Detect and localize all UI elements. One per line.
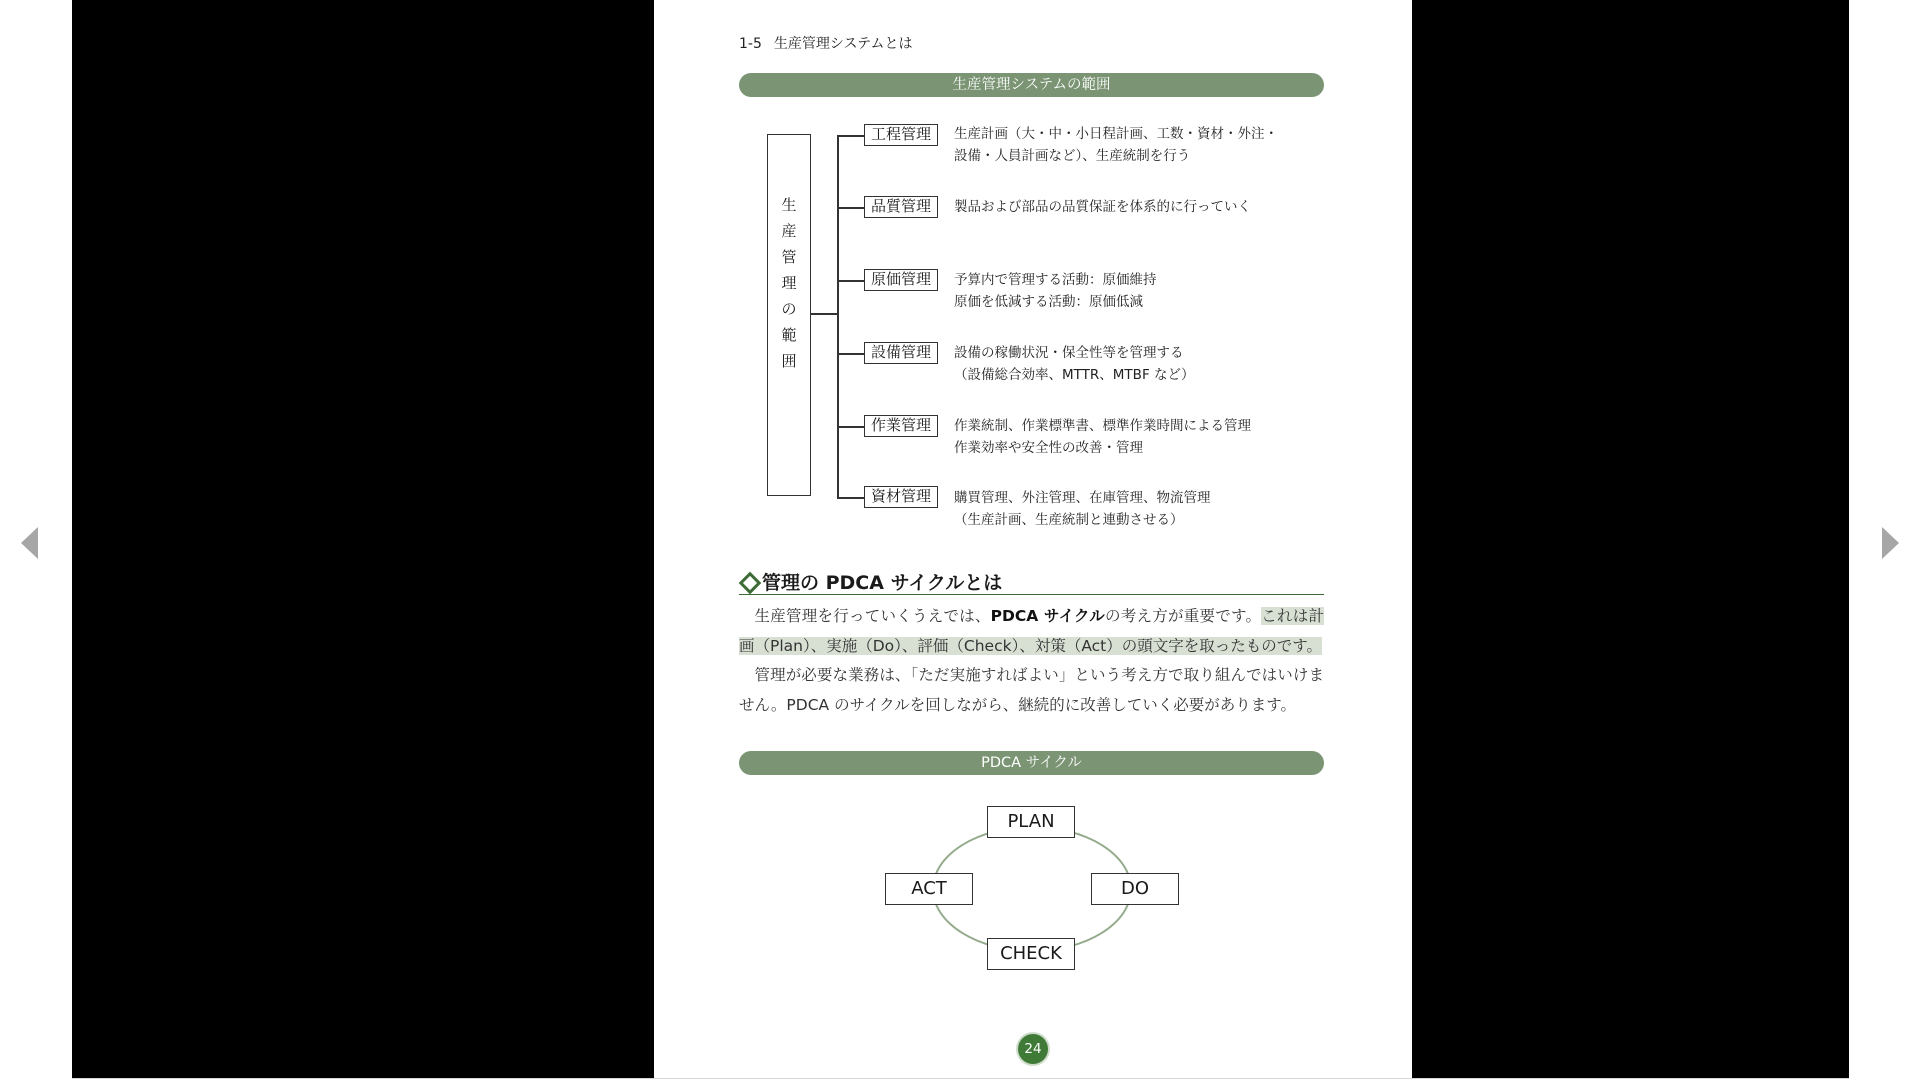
scope-char: 囲 bbox=[781, 352, 797, 370]
act-box: ACT bbox=[885, 873, 973, 905]
para-text: の考え方が重要です。 bbox=[1105, 607, 1262, 625]
item-desc-equipment bbox=[954, 342, 1334, 386]
para-bold: PDCA サイクル bbox=[990, 607, 1106, 625]
previous-page-arrow-icon[interactable] bbox=[21, 527, 38, 559]
desc-line: 購買管理、外注管理、在庫管理、物流管理 bbox=[954, 490, 1211, 506]
item-label-materials: 資材管理 bbox=[864, 486, 938, 508]
item-desc-process bbox=[954, 123, 1334, 167]
paragraph-1 bbox=[739, 601, 1324, 661]
pdca-figure-banner: PDCA サイクル bbox=[739, 751, 1324, 775]
branch-line bbox=[837, 280, 864, 282]
heading-text: 管理の PDCA サイクルとは bbox=[762, 572, 1003, 594]
tree-trunk-line bbox=[837, 135, 839, 497]
scope-char: 管 bbox=[781, 248, 797, 266]
book-viewer bbox=[72, 0, 1849, 1079]
item-label-process: 工程管理 bbox=[864, 124, 938, 146]
section-number: 1-5 bbox=[739, 36, 762, 52]
item-label-work: 作業管理 bbox=[864, 415, 938, 437]
desc-line: （設備総合効率、MTTR、MTBF など） bbox=[954, 367, 1195, 383]
pdca-heading bbox=[739, 568, 1324, 595]
branch-line bbox=[837, 426, 864, 428]
desc-line: （生産計画、生産統制と連動させる） bbox=[954, 512, 1184, 528]
diamond-icon bbox=[739, 572, 762, 595]
branch-line bbox=[837, 497, 864, 499]
scope-char: 理 bbox=[781, 274, 797, 292]
scope-char: 生 bbox=[781, 196, 797, 214]
item-desc-cost bbox=[954, 269, 1334, 313]
desc-line: 設備の稼働状況・保全性等を管理する bbox=[954, 345, 1184, 361]
para-text: 生産管理を行っていくうえでは、 bbox=[754, 607, 991, 625]
desc-line: 作業効率や安全性の改善・管理 bbox=[954, 440, 1143, 456]
branch-line bbox=[837, 207, 864, 209]
desc-line: 生産計画（大・中・小日程計画、工数・資材・外注・ bbox=[954, 126, 1278, 142]
highlighted-text: これは計画（Plan）、実施（Do）、評価（Check）、対策（Act）の頭文字を取ったものです。 bbox=[739, 607, 1324, 655]
section-header bbox=[739, 33, 912, 53]
next-page-arrow-icon[interactable] bbox=[1882, 527, 1899, 559]
do-box: DO bbox=[1091, 873, 1179, 905]
desc-line: 設備・人員計画など）、生産統制を行う bbox=[954, 148, 1191, 164]
item-desc-work bbox=[954, 415, 1334, 459]
desc-line: 原価を低減する活動：原価低減 bbox=[954, 294, 1143, 310]
item-label-quality: 品質管理 bbox=[864, 196, 938, 218]
item-label-equipment: 設備管理 bbox=[864, 342, 938, 364]
desc-line: 作業統制、作業標準書、標準作業時間による管理 bbox=[954, 418, 1251, 434]
scope-char: の bbox=[781, 300, 797, 318]
plan-box: PLAN bbox=[987, 806, 1075, 838]
item-label-cost: 原価管理 bbox=[864, 269, 938, 291]
scope-char: 範 bbox=[781, 326, 797, 344]
book-page bbox=[654, 0, 1412, 1078]
branch-line bbox=[837, 135, 864, 137]
item-desc-quality bbox=[954, 196, 1334, 218]
branch-line bbox=[837, 353, 864, 355]
scope-char: 産 bbox=[781, 222, 797, 240]
scope-label-box bbox=[767, 134, 811, 496]
item-desc-materials bbox=[954, 487, 1334, 531]
figure-title-banner: 生産管理システムの範囲 bbox=[739, 73, 1324, 97]
page-number-badge: 24 bbox=[1018, 1034, 1048, 1064]
paragraph-2: 管理が必要な業務は、「ただ実施すればよい」という考え方で取り組んではいけません。PDCA のサイクルを回しながら、継続的に改善していく必要があります。 bbox=[739, 666, 1324, 714]
section-title: 生産管理システムとは bbox=[773, 36, 913, 52]
connector-line bbox=[811, 313, 837, 315]
desc-line: 製品および部品の品質保証を体系的に行っていく bbox=[954, 199, 1251, 215]
check-box: CHECK bbox=[987, 938, 1075, 970]
desc-line: 予算内で管理する活動：原価維持 bbox=[954, 272, 1157, 288]
